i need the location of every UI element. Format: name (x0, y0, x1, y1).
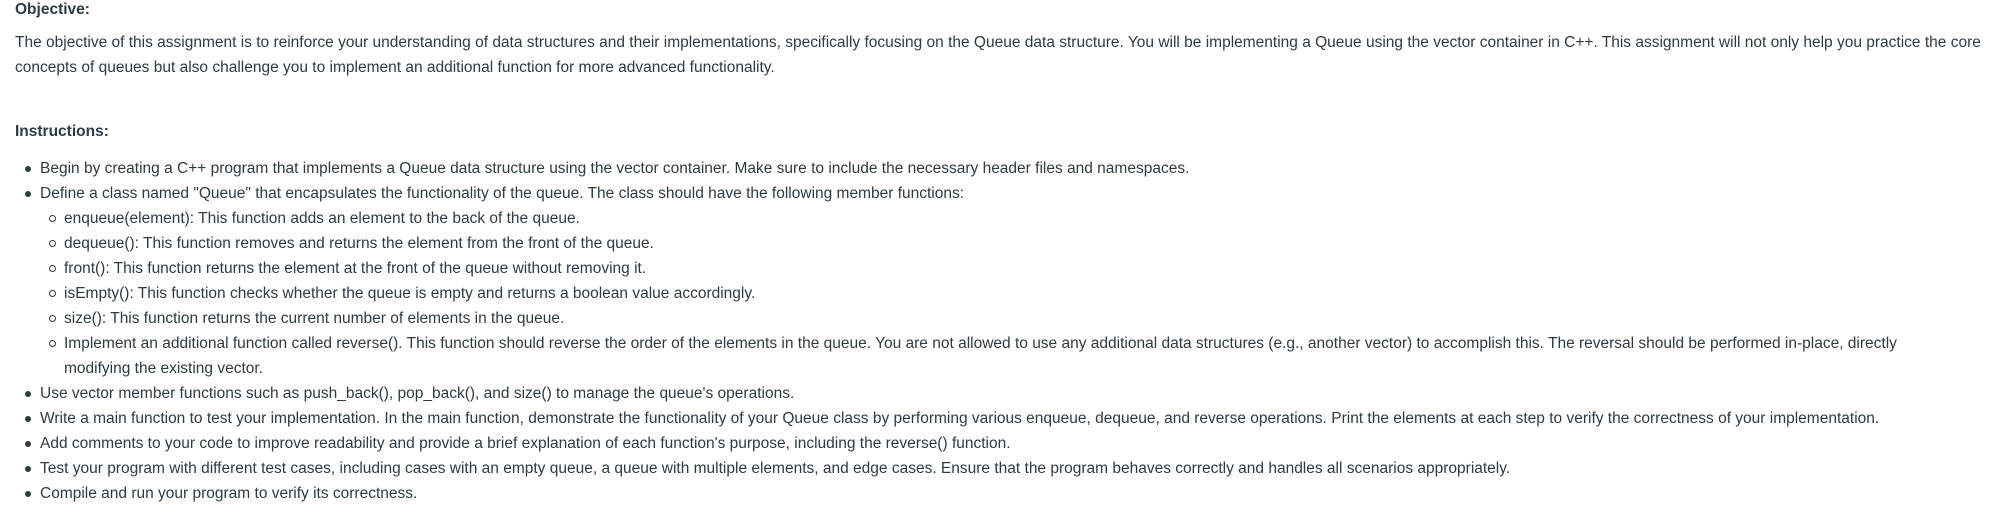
list-item (15, 406, 1998, 431)
objective-heading: Objective: (15, 1, 90, 18)
instructions-heading: Instructions: (15, 123, 109, 140)
list-item-text: Add comments to your code to improve readability and provide a brief explanation of each function's purpose, including the reverse() function. (40, 435, 1011, 452)
list-item-text: Compile and run your program to verify its correctness. (40, 485, 418, 502)
list-item (15, 431, 1998, 456)
sub-list-item-text: front(): This function returns the element at the front of the queue without removing it. (64, 260, 647, 277)
sub-list-item (40, 306, 1964, 331)
sub-list-item-text: size(): This function returns the current number of elements in the queue. (64, 310, 565, 327)
list-item (15, 181, 1998, 381)
section-spacer (15, 80, 1998, 122)
objective-paragraph: The objective of this assignment is to reinforce your understanding of data structures and their implementations, specifically focusing on the Queue data structure. You will be implementing a Queue using the vector container in C++. This assignment will not only help you practice the core concepts of queues but also challenge you to implement an additional function for more advanced functionality. (15, 34, 1981, 76)
sub-list-item (40, 206, 1964, 231)
sub-list-item-text: Implement an additional function called reverse(). This function should reverse the order of the elements in the queue. You are not allowed to use any additional data structures (e.g., another vector) to accomplish this. The reversal should be performed in-place, directly modifying the existing vector. (64, 335, 1897, 377)
list-item-text: Begin by creating a C++ program that implements a Queue data structure using the vector container. Make sure to include the necessary header files and namespaces. (40, 160, 1190, 177)
sub-list-item (40, 256, 1964, 281)
member-functions-list (40, 206, 1998, 381)
sub-list-item (40, 331, 1964, 381)
sub-list-item-text: isEmpty(): This function checks whether the queue is empty and returns a boolean value accordingly. (64, 285, 756, 302)
list-item (15, 381, 1998, 406)
list-item-text: Write a main function to test your implementation. In the main function, demonstrate the functionality of your Queue class by performing various enqueue, dequeue, and reverse operations. Print the elements at each step to verify the correctness of your implementation. (40, 410, 1880, 427)
sub-list-item (40, 231, 1964, 256)
list-item-text: Use vector member functions such as push_back(), pop_back(), and size() to manage the queue's operations. (40, 385, 795, 402)
sub-list-item (40, 281, 1964, 306)
list-item (15, 456, 1998, 481)
list-item (15, 156, 1998, 181)
instructions-list (15, 156, 1998, 506)
list-item (15, 481, 1998, 506)
sub-list-item-text: dequeue(): This function removes and returns the element from the front of the queue. (64, 235, 654, 252)
list-item-text: Define a class named "Queue" that encapsulates the functionality of the queue. The class should have the following member functions: (40, 185, 965, 202)
list-item-text: Test your program with different test cases, including cases with an empty queue, a queue with multiple elements, and edge cases. Ensure that the program behaves correctly and handles all scenarios appropriately. (40, 460, 1511, 477)
sub-list-item-text: enqueue(element): This function adds an element to the back of the queue. (64, 210, 580, 227)
